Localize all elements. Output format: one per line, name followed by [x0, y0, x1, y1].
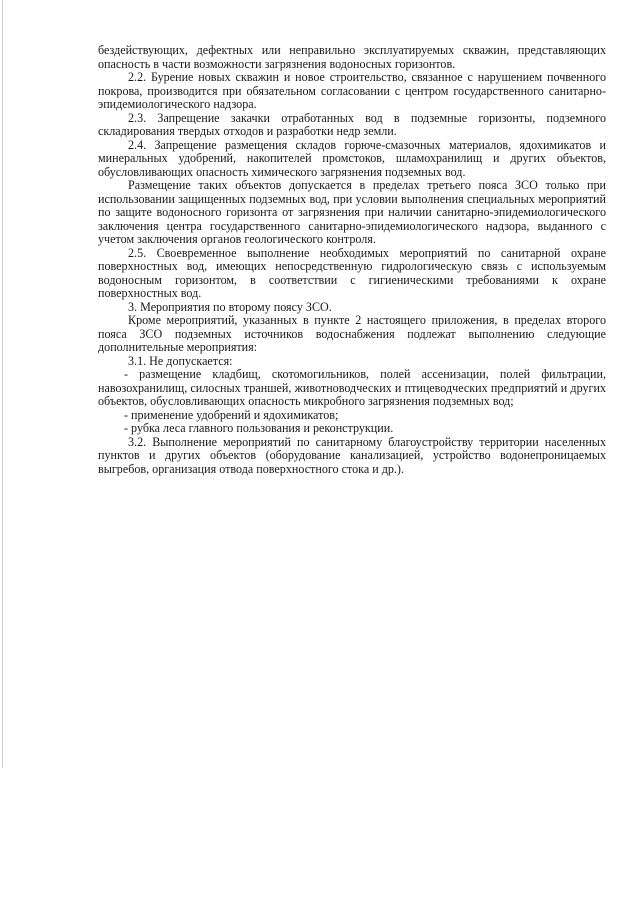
paragraph-2-3: 2.3. Запрещение закачки отработанных вод в подземные горизонты, подземного складирования твердых отходов и разработки недр земли.: [98, 110, 606, 138]
list-item-logging: - рубка леса главного пользования и реконструкции.: [124, 421, 394, 435]
section-heading-3: 3. Мероприятия по второму поясу ЗСО.: [128, 299, 332, 314]
list-item-cemeteries: - размещение кладбищ, скотомогильников, полей ассенизации, полей фильтрации, навозохранилищ, силосных траншей, животноводческих и птицеводческих предприятий и других объектов, обусловливающих опасность микробного загрязнения подземных вод;: [98, 367, 606, 408]
paragraph-2-5: 2.5. Своевременное выполнение необходимых мероприятий по санитарной охране поверхностных вод, имеющих непосредственную гидрологическую связь с используемым водоносным горизонтом, в соответствии с гигиеническими требованиями к охране поверхностных вод.: [98, 245, 606, 300]
paragraph-placement-conditions: Размещение таких объектов допускается в пределах третьего пояса ЗСО только при использовании защищенных подземных вод, при условии выполнения специальных мероприятий по защите водоносного горизонта от загрязнения при наличии санитарно-эпидемиологического заключения центра государственного санитарно-эпидемиологического надзора, выданного с учетом заключения органов геологического контроля.: [98, 178, 606, 246]
paragraph-second-belt-intro: Кроме мероприятий, указанных в пункте 2 настоящего приложения, в пределах второго пояса ЗСО подземных источников водоснабжения подлежат выполнению следующие дополнительные мероприятия:: [98, 313, 606, 354]
paragraph-2-2: 2.2. Бурение новых скважин и новое строительство, связанное с нарушением почвенного покрова, производится при обязательном согласовании с центром государственного санитарно-эпидемиологического надзора.: [98, 70, 606, 111]
document-body: [98, 44, 606, 476]
list-item-fertilizers: - применение удобрений и ядохимикатов;: [124, 407, 339, 422]
paragraph-wells-continuation: бездействующих, дефектных или неправильно эксплуатируемых скважин, представляющих опасность в части возможности загрязнения водоносных горизонтов.: [98, 43, 606, 71]
page-edge-line: [2, 0, 3, 768]
paragraph-3-2: 3.2. Выполнение мероприятий по санитарному благоустройству территории населенных пунктов и других объектов (оборудование канализацией, устройство водонепроницаемых выгребов, организация отвода поверхностного стока и др.).: [98, 434, 606, 476]
paragraph-2-4: 2.4. Запрещение размещения складов горюче-смазочных материалов, ядохимикатов и минеральных удобрений, накопителей промстоков, шламохранилищ и других объектов, обусловливающих опасность химического загрязнения подземных вод.: [98, 137, 606, 179]
paragraph-3-1: 3.1. Не допускается:: [128, 353, 233, 368]
